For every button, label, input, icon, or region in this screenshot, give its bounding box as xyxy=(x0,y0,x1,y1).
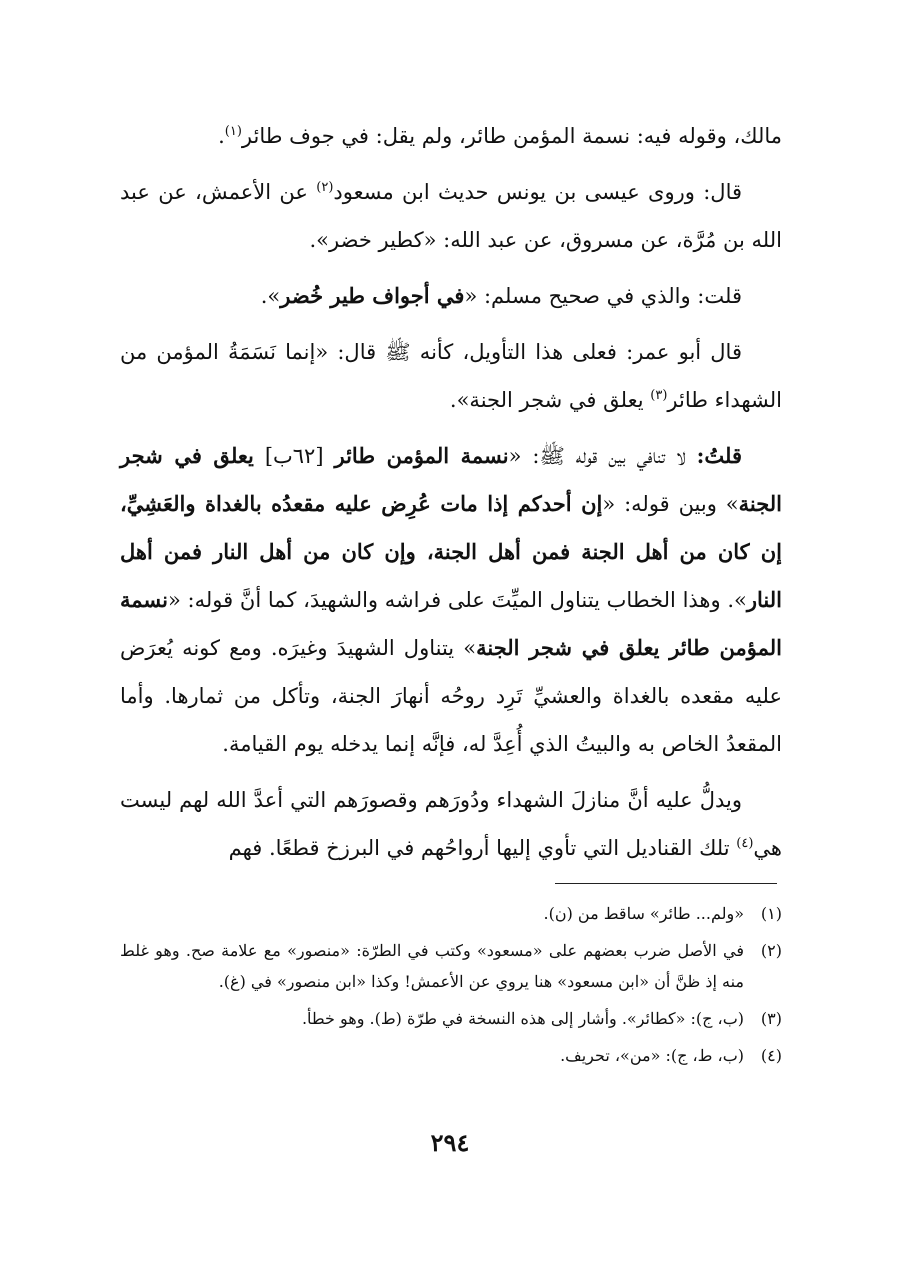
bold-text: قلتُ: xyxy=(696,443,742,468)
paragraph xyxy=(120,112,782,160)
footnote-reference: (٣) xyxy=(650,388,668,403)
footnote-text: (ب، ط، ج): «من»، تحريف. xyxy=(560,1046,744,1065)
footnote-reference: (٤) xyxy=(736,836,754,851)
text-run: لا تنافي بين قوله ﷺ: « xyxy=(508,444,697,468)
text-run: [٦٢ب] xyxy=(253,444,335,468)
footnote-number: (٣) xyxy=(760,1009,782,1028)
footnotes xyxy=(120,898,782,1077)
footnote-text: «ولم... طائر» ساقط من (ن). xyxy=(543,904,744,923)
footnote-number: (٤) xyxy=(760,1046,782,1065)
text-run: مالك، وقوله فيه: نسمة المؤمن طائر، ولم يقل: في جوف طائر xyxy=(241,124,782,148)
footnote-reference: (٢) xyxy=(316,180,334,195)
footnote xyxy=(120,1003,782,1034)
text-run: تلك القناديل التي تأوي إليها أرواحُهم في البرزخ قطعًا. فهم xyxy=(228,836,737,860)
text-run: عن الأعمش، عن عبد الله بن مُرَّة، عن مسروق، عن عبد الله: «كطير خضر». xyxy=(120,180,782,252)
footnote-reference: (١) xyxy=(224,124,242,139)
paragraph xyxy=(120,328,782,424)
footnote xyxy=(120,898,782,929)
footnote xyxy=(120,1040,782,1071)
paragraph xyxy=(120,168,782,264)
footnote xyxy=(120,935,782,997)
bold-text: يعلق في شجر الجنة xyxy=(120,443,782,516)
text-run: ويدلُّ عليه أنَّ منازلَ الشهداء ودُورَهم وقصورَهم التي أعدَّ الله لهم ليست هي xyxy=(120,788,782,860)
text-run: » يتناول الشهيدَ وغيرَه. ومع كونه يُعرَض عليه مقعده بالغداة والعشيِّ تَرِد روحُه أنهارَ الجنة، وتأكل من ثمارها. وأما المقعدُ الخاص به والبيتُ الذي أُعِدَّ له، فإنَّه إنما يدخله يوم القيامة. xyxy=(120,636,782,756)
footnote-divider xyxy=(555,883,777,884)
page-number: ٢٩٤ xyxy=(430,1128,470,1157)
text-run: . xyxy=(218,124,225,148)
text-run: يعلق في شجر الجنة». xyxy=(449,388,651,412)
footnote-text: في الأصل ضرب بعضهم على «مسعود» وكتب في الطرّة: «منصور» مع علامة صح. وهو غلط منه إذ ظنَّ أن «ابن مسعود» هنا يروي عن الأعمش! وكذا «ابن منصور» في (غ). xyxy=(120,941,744,991)
paragraph xyxy=(120,776,782,872)
text-run: » وبين قوله: « xyxy=(602,492,739,516)
footnote-number: (١) xyxy=(760,904,782,923)
paragraph xyxy=(120,272,782,320)
bold-text: إن أحدكم إذا مات عُرِض عليه مقعدُه بالغداة والعَشِيِّ، إن كان من أهل الجنة فمن أهل الجنة، وإن كان من أهل النار فمن أهل النار xyxy=(120,491,782,612)
footnote-text: (ب، ج): «كطائر». وأشار إلى هذه النسخة في طرّة (ط). وهو خطأ. xyxy=(301,1009,744,1028)
text-run: قال أبو عمر: فعلى هذا التأويل، كأنه ﷺ قال: «إنما نَسَمَةُ المؤمن من الشهداء طائر xyxy=(120,340,782,412)
bold-text: نسمة المؤمن طائر xyxy=(334,443,509,468)
paragraph xyxy=(120,432,782,768)
text-run: قلت: والذي في صحيح مسلم: « xyxy=(464,284,742,308)
text-run: ». وهذا الخطاب يتناول الميِّتَ على فراشه والشهيدَ، كما أنَّ قوله: « xyxy=(167,588,747,612)
bold-text: نسمة المؤمن طائر يعلق في شجر الجنة xyxy=(120,587,782,660)
text-run: قال: وروى عيسى بن يونس حديث ابن مسعود xyxy=(333,180,743,204)
main-text xyxy=(120,112,782,872)
text-run: ». xyxy=(260,284,281,308)
bold-text: في أجواف طير خُضر xyxy=(280,283,465,308)
footnote-number: (٢) xyxy=(760,941,782,960)
